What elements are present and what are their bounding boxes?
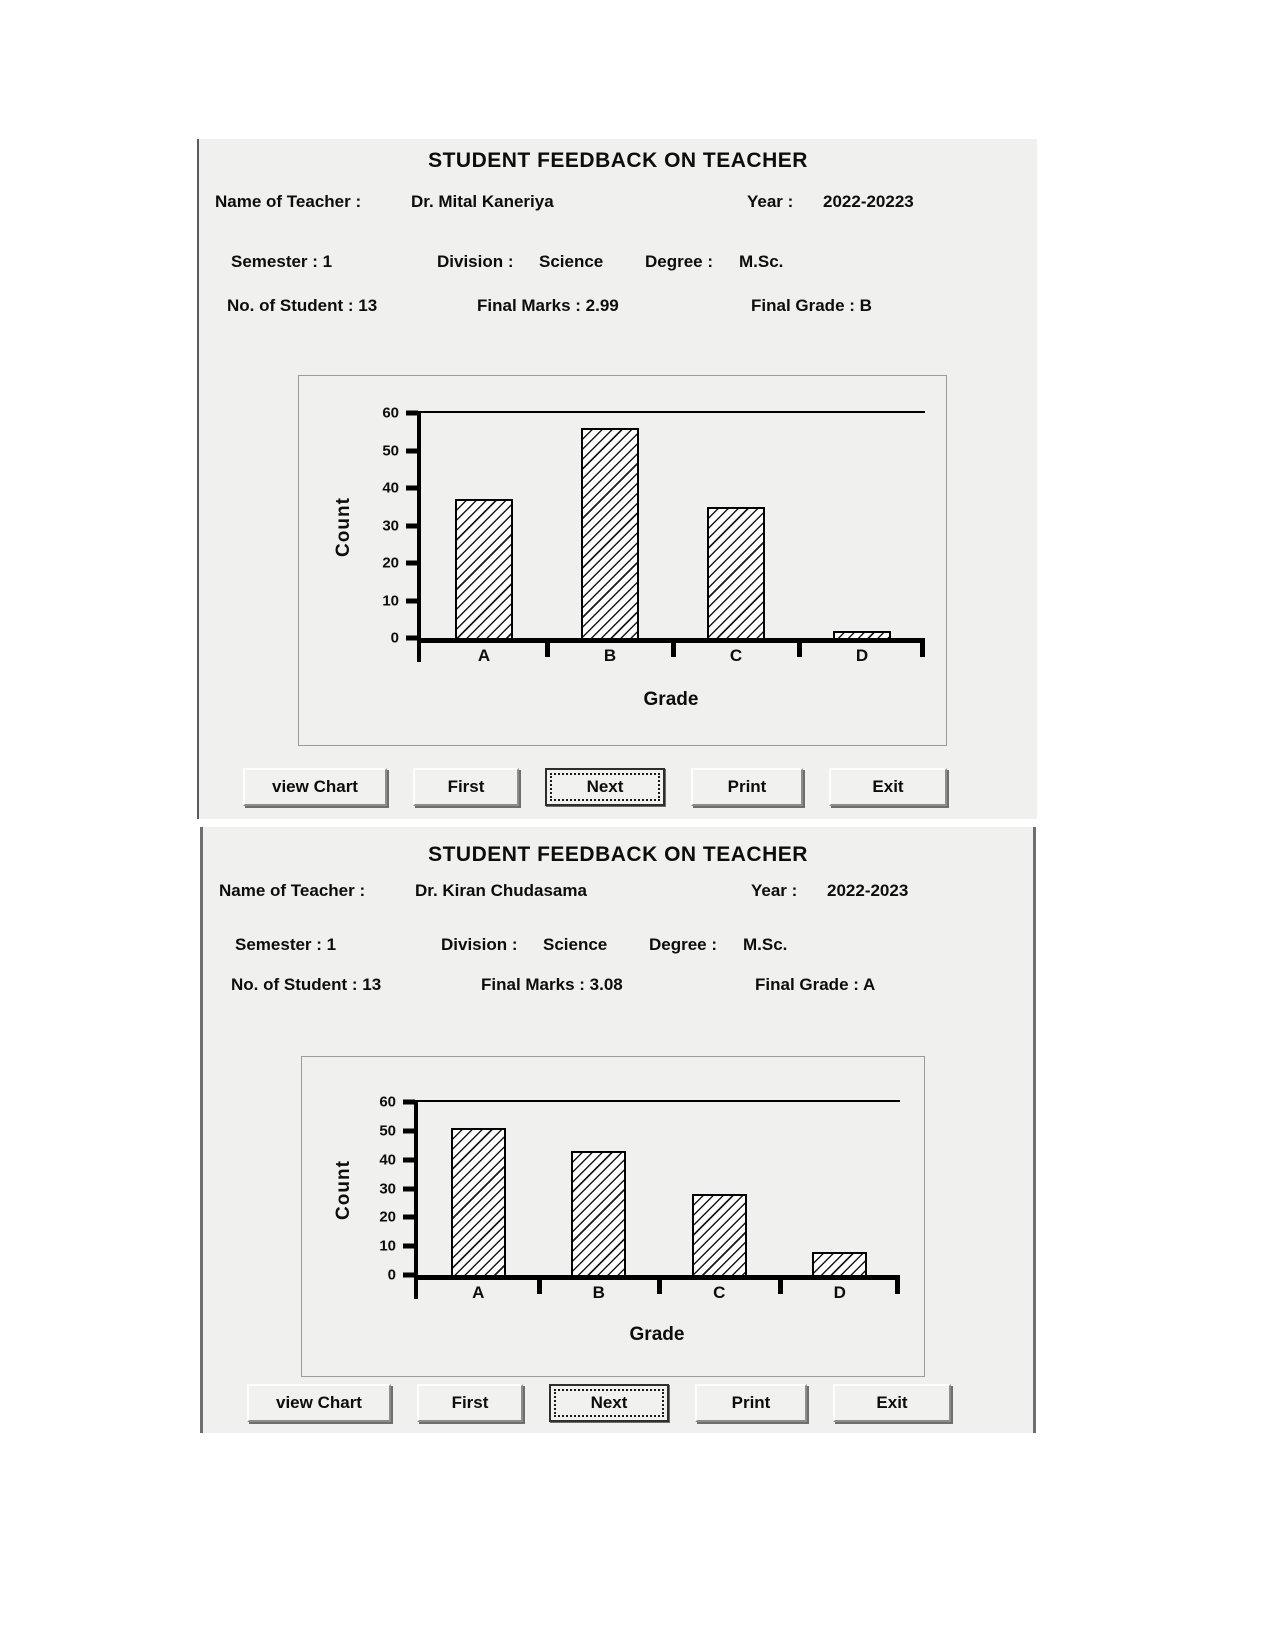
x-tick-mark — [671, 643, 676, 657]
y-axis-label: Count — [333, 1160, 354, 1220]
y-tick-mark — [403, 1244, 415, 1249]
view-chart-button[interactable]: view Chart — [247, 1384, 391, 1422]
division-label: Division : — [441, 935, 518, 954]
x-axis-label: Grade — [629, 1324, 685, 1345]
y-axis-extension — [417, 638, 421, 662]
print-button[interactable]: Print — [695, 1384, 807, 1422]
x-tick-mark — [545, 643, 550, 657]
y-tick-mark — [403, 1157, 415, 1162]
year-value: 2022-20223 — [823, 192, 914, 211]
teacher-name-label: Name of Teacher : — [219, 881, 366, 900]
y-tick-label: 40 — [379, 1151, 396, 1169]
semester-value: Semester : 1 — [235, 935, 337, 954]
x-category-label: D — [833, 1283, 846, 1302]
x-category-label: A — [472, 1283, 485, 1302]
teacher-name-value: Dr. Kiran Chudasama — [415, 881, 587, 900]
division-label: Division : — [437, 252, 514, 271]
year-value: 2022-2023 — [827, 881, 909, 900]
grade-bar-chart — [298, 375, 947, 746]
teacher-name-label: Name of Teacher : — [215, 192, 362, 211]
first-button[interactable]: First — [413, 768, 519, 806]
grade-bar-chart — [301, 1056, 925, 1377]
feedback-form-1 — [197, 139, 1037, 819]
students-count: No. of Student : 13 — [227, 296, 378, 315]
bar-grade-A — [455, 499, 512, 638]
y-tick-mark — [403, 1186, 415, 1191]
division-value: Science — [543, 935, 608, 954]
page-title: STUDENT FEEDBACK ON TEACHER — [428, 843, 808, 866]
degree-label: Degree : — [645, 252, 714, 271]
final-marks: Final Marks : 3.08 — [481, 975, 623, 994]
y-tick-mark — [403, 1128, 415, 1133]
degree-value: M.Sc. — [739, 252, 784, 271]
focus-rectangle: Next — [554, 1389, 664, 1417]
x-axis-label: Grade — [643, 689, 699, 710]
final-grade: Final Grade : B — [751, 296, 872, 315]
button-row — [247, 1384, 951, 1422]
students-count: No. of Student : 13 — [231, 975, 382, 994]
y-tick-mark — [406, 486, 418, 491]
x-category-label: B — [592, 1283, 605, 1302]
y-tick-label: 40 — [382, 479, 399, 497]
y-tick-mark — [406, 411, 418, 416]
feedback-form-2 — [200, 827, 1036, 1433]
y-tick-label: 20 — [382, 554, 399, 572]
x-category-label: C — [713, 1283, 726, 1302]
y-tick-label: 30 — [379, 1180, 396, 1197]
print-button[interactable]: Print — [691, 768, 803, 806]
year-label: Year : — [747, 192, 794, 211]
y-tick-label: 50 — [382, 442, 399, 459]
y-tick-label: 50 — [379, 1122, 396, 1140]
y-tick-label: 60 — [379, 1093, 396, 1111]
bar-grade-D — [833, 631, 890, 639]
bar-grade-C — [707, 507, 764, 638]
y-tick-label: 10 — [382, 592, 399, 610]
x-tick-mark — [537, 1280, 542, 1294]
plot-area — [379, 1093, 900, 1302]
bar-grade-D — [812, 1252, 867, 1275]
page-title: STUDENT FEEDBACK ON TEACHER — [428, 149, 808, 172]
next-button[interactable] — [545, 768, 665, 806]
x-category-label: A — [477, 646, 491, 665]
bar-grade-B — [581, 428, 638, 638]
final-marks: Final Marks : 2.99 — [477, 296, 619, 315]
x-tick-mark — [657, 1280, 662, 1294]
teacher-name-value: Dr. Mital Kaneriya — [411, 192, 554, 211]
x-category-label: D — [855, 646, 869, 665]
y-tick-label: 0 — [387, 1266, 396, 1284]
x-category-label: C — [729, 646, 743, 665]
y-tick-mark — [403, 1215, 415, 1220]
view-chart-button[interactable]: view Chart — [243, 768, 387, 806]
year-label: Year : — [751, 881, 798, 900]
first-button[interactable]: First — [417, 1384, 523, 1422]
exit-button[interactable]: Exit — [833, 1384, 951, 1422]
x-category-label: B — [603, 646, 617, 665]
division-value: Science — [539, 252, 604, 271]
x-tick-mark — [920, 643, 925, 657]
plot-area — [382, 404, 925, 665]
bar-grade-A — [451, 1128, 506, 1275]
semester-value: Semester : 1 — [231, 252, 333, 271]
next-button[interactable] — [549, 1384, 669, 1422]
x-tick-mark — [778, 1280, 783, 1294]
y-tick-mark — [406, 561, 418, 566]
exit-button[interactable]: Exit — [829, 768, 947, 806]
button-row — [243, 768, 947, 806]
bar-grade-C — [692, 1194, 747, 1275]
y-tick-mark — [406, 598, 418, 603]
y-tick-label: 0 — [390, 629, 399, 647]
y-tick-label: 10 — [379, 1237, 396, 1255]
bar-grade-B — [571, 1151, 626, 1275]
y-tick-mark — [406, 523, 418, 528]
y-tick-mark — [406, 448, 418, 453]
y-axis-label: Count — [333, 497, 354, 557]
y-tick-mark — [403, 1100, 415, 1105]
degree-label: Degree : — [649, 935, 718, 954]
degree-value: M.Sc. — [743, 935, 788, 954]
final-grade: Final Grade : A — [755, 975, 876, 994]
y-axis-extension — [414, 1275, 418, 1299]
focus-rectangle: Next — [550, 773, 660, 801]
y-tick-label: 30 — [382, 517, 399, 534]
x-tick-mark — [797, 643, 802, 657]
y-tick-label: 60 — [382, 404, 399, 422]
x-tick-mark — [895, 1280, 900, 1294]
y-tick-label: 20 — [379, 1208, 396, 1226]
